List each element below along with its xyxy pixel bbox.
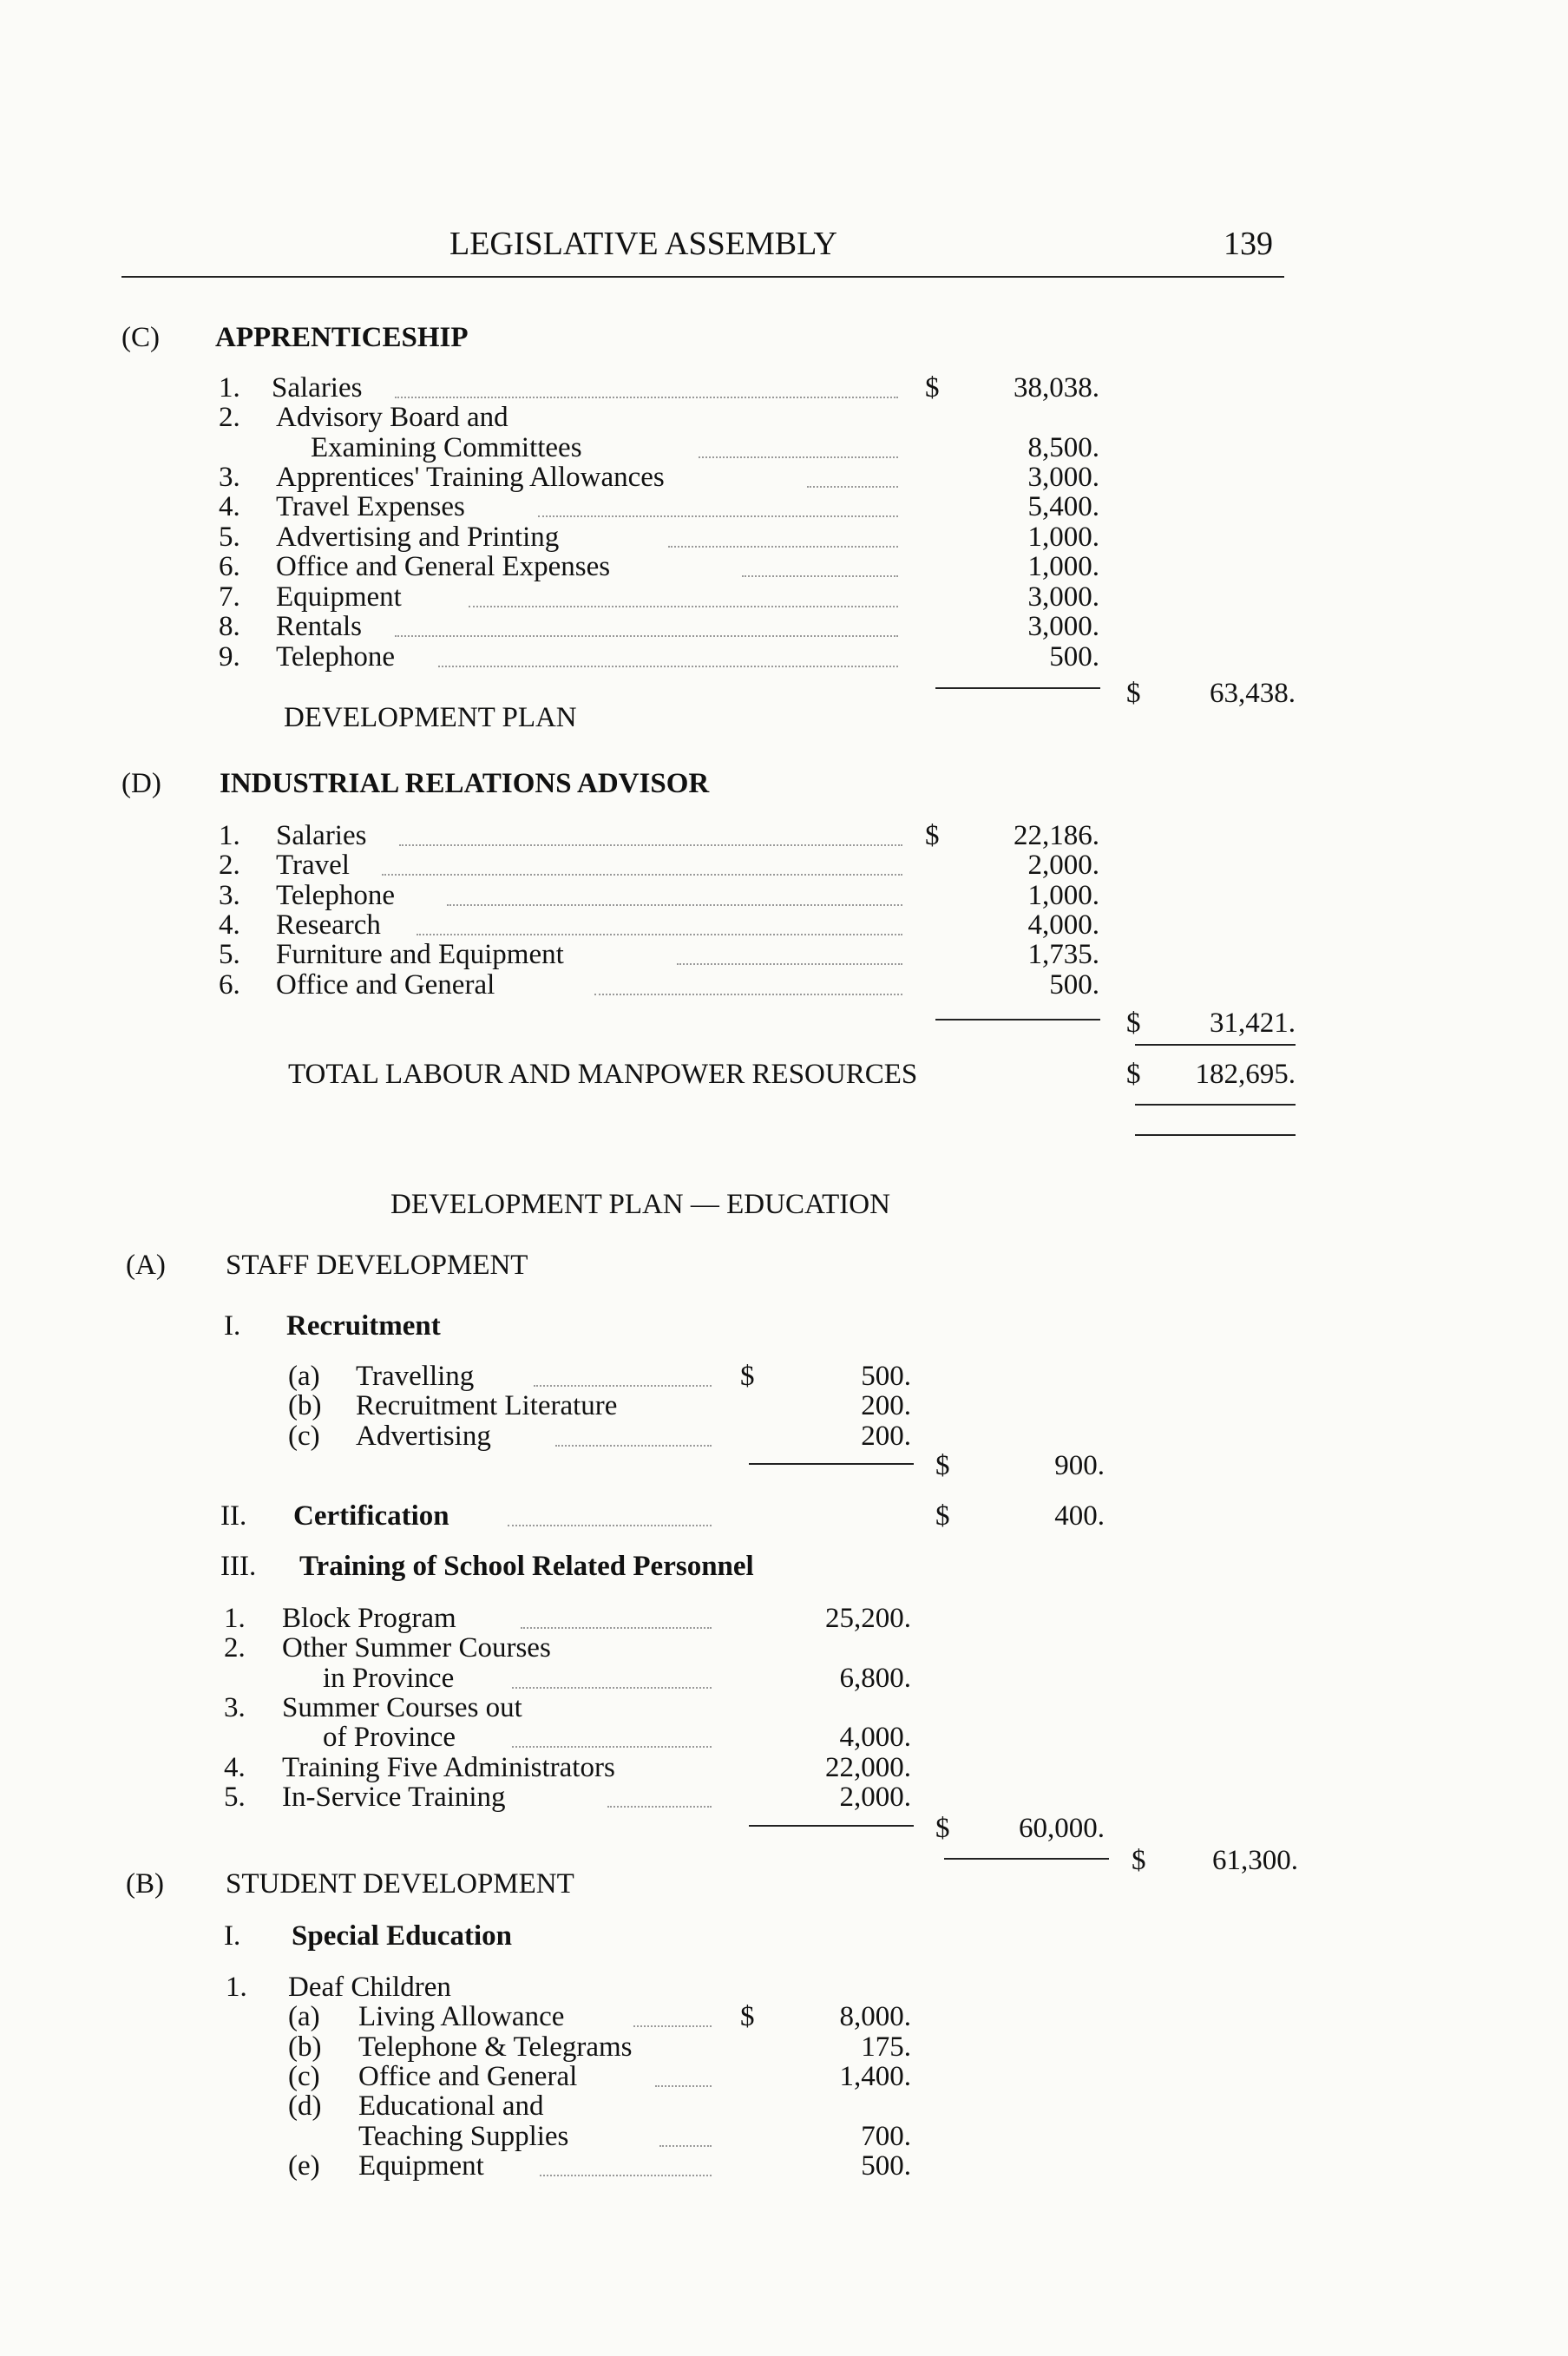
item-amount: 1,000.	[1027, 880, 1099, 911]
item-number: 4.	[224, 1752, 246, 1783]
section-title: APPRENTICESHIP	[215, 322, 469, 353]
subsection-amount: 400.	[1054, 1500, 1105, 1532]
item-label: Office and General Expenses	[276, 551, 611, 582]
item-letter: (e)	[288, 2150, 320, 2182]
section-title: INDUSTRIAL RELATIONS ADVISOR	[220, 768, 710, 799]
item-amount: 22,186.	[1014, 820, 1099, 851]
item-letter: (b)	[288, 2031, 322, 2063]
item-label-continued: Examining Committees	[311, 432, 582, 463]
section-title: STAFF DEVELOPMENT	[226, 1250, 528, 1281]
item-amount: 8,500.	[1027, 432, 1099, 463]
roman-numeral: II.	[220, 1500, 247, 1532]
grand-total: 182,695.	[1195, 1059, 1296, 1090]
item-label: Educational and	[358, 2090, 544, 2122]
item-number: 2.	[219, 402, 240, 433]
section-title: STUDENT DEVELOPMENT	[226, 1868, 574, 1900]
item-label: Research	[276, 909, 381, 941]
item-amount: 38,038.	[1014, 372, 1099, 404]
education-title: DEVELOPMENT PLAN — EDUCATION	[390, 1189, 890, 1220]
item-number: 5.	[219, 939, 240, 970]
dollar-sign: $	[1132, 1845, 1146, 1876]
item-number: 2.	[219, 850, 240, 881]
page-header-title: LEGISLATIVE ASSEMBLY	[449, 226, 837, 262]
item-amount: 500.	[861, 1361, 911, 1392]
item-label: Telephone	[276, 641, 395, 673]
item-label: Furniture and Equipment	[276, 939, 564, 970]
item-amount: 4,000.	[839, 1722, 911, 1753]
item-label: Salaries	[276, 820, 367, 851]
item-amount: 500.	[1049, 969, 1099, 1001]
section-total: 63,438.	[1210, 678, 1296, 709]
item-label: Travel	[276, 850, 350, 881]
roman-numeral: I.	[224, 1920, 241, 1952]
roman-numeral: III.	[220, 1551, 257, 1582]
dollar-sign: $	[935, 1813, 950, 1844]
dollar-sign: $	[740, 1361, 755, 1392]
item-amount: 6,800.	[839, 1663, 911, 1694]
item-label: Deaf Children	[288, 1972, 451, 2003]
header-rule	[121, 276, 1284, 278]
item-label: Block Program	[282, 1603, 456, 1634]
item-label-continued: Teaching Supplies	[358, 2121, 569, 2152]
item-number: 4.	[219, 491, 240, 522]
item-number: 1.	[224, 1603, 246, 1634]
item-amount: 2,000.	[1027, 850, 1099, 881]
dollar-sign: $	[925, 372, 940, 404]
item-label: Advertising and Printing	[276, 522, 560, 553]
item-label: Office and General	[276, 969, 495, 1001]
total-rule	[1135, 1044, 1296, 1046]
item-number: 2.	[224, 1632, 246, 1664]
item-amount: 175.	[861, 2031, 911, 2063]
subsection-total: 900.	[1054, 1450, 1105, 1481]
subsection-total: 60,000.	[1019, 1813, 1105, 1844]
section-note: DEVELOPMENT PLAN	[284, 702, 577, 733]
double-rule-bottom	[1135, 1134, 1296, 1136]
item-label: Other Summer Courses	[282, 1632, 551, 1664]
item-number: 6.	[219, 969, 240, 1001]
item-label: Advisory Board and	[276, 402, 508, 433]
item-letter: (a)	[288, 2001, 320, 2032]
item-amount: 200.	[861, 1421, 911, 1452]
item-number: 4.	[219, 909, 240, 941]
item-number: 3.	[224, 1692, 246, 1723]
subsection-title: Certification	[293, 1500, 449, 1532]
dollar-sign: $	[925, 820, 940, 851]
item-amount: 500.	[1049, 641, 1099, 673]
item-amount: 22,000.	[825, 1752, 911, 1783]
section-total: 31,421.	[1210, 1007, 1296, 1039]
double-rule-top	[1135, 1104, 1296, 1106]
item-letter: (a)	[288, 1361, 320, 1392]
item-number: 7.	[219, 581, 240, 613]
item-number: 1.	[226, 1972, 247, 2003]
item-letter: (d)	[288, 2090, 322, 2122]
item-amount: 3,000.	[1027, 581, 1099, 613]
item-number: 1.	[219, 372, 240, 404]
item-number: 1.	[219, 820, 240, 851]
item-amount: 8,000.	[839, 2001, 911, 2032]
item-amount: 25,200.	[825, 1603, 911, 1634]
item-label: Travel Expenses	[276, 491, 465, 522]
subtotal-rule	[749, 1463, 914, 1465]
item-amount: 4,000.	[1027, 909, 1099, 941]
item-label: Equipment	[358, 2150, 484, 2182]
item-letter: (b)	[288, 1390, 322, 1421]
item-number: 3.	[219, 462, 240, 493]
item-number: 5.	[219, 522, 240, 553]
item-label: Office and General	[358, 2061, 578, 2092]
subsection-title: Training of School Related Personnel	[299, 1551, 754, 1582]
item-amount: 1,400.	[839, 2061, 911, 2092]
item-amount: 3,000.	[1027, 462, 1099, 493]
item-letter: (c)	[288, 2061, 320, 2092]
item-number: 5.	[224, 1782, 246, 1813]
dollar-sign: $	[1126, 1059, 1141, 1090]
subtotal-rule	[749, 1825, 914, 1827]
section-letter: (B)	[126, 1868, 164, 1900]
section-letter: (D)	[121, 768, 161, 799]
dollar-sign: $	[935, 1500, 950, 1532]
item-amount: 500.	[861, 2150, 911, 2182]
section-total: 61,300.	[1212, 1845, 1298, 1876]
subtotal-rule	[935, 1019, 1100, 1020]
item-label: Rentals	[276, 611, 362, 642]
item-amount: 1,735.	[1027, 939, 1099, 970]
page-number: 139	[1224, 226, 1273, 262]
item-number: 6.	[219, 551, 240, 582]
item-label-continued: of Province	[323, 1722, 456, 1753]
item-letter: (c)	[288, 1421, 320, 1452]
item-label: Advertising	[356, 1421, 491, 1452]
item-number: 3.	[219, 880, 240, 911]
item-amount: 1,000.	[1027, 522, 1099, 553]
item-label: Living Allowance	[358, 2001, 565, 2032]
item-label: In-Service Training	[282, 1782, 506, 1813]
subsection-title: Recruitment	[286, 1310, 441, 1342]
item-amount: 700.	[861, 2121, 911, 2152]
item-label: Telephone	[276, 880, 395, 911]
item-label: Apprentices' Training Allowances	[276, 462, 665, 493]
dollar-sign: $	[935, 1450, 950, 1481]
section-letter: (C)	[121, 322, 160, 353]
grand-total-label: TOTAL LABOUR AND MANPOWER RESOURCES	[288, 1059, 918, 1090]
section-rule	[944, 1858, 1109, 1860]
subsection-title: Special Education	[292, 1920, 512, 1952]
item-label: Salaries	[272, 372, 363, 404]
item-amount: 1,000.	[1027, 551, 1099, 582]
item-label: Travelling	[356, 1361, 475, 1392]
item-label-continued: in Province	[323, 1663, 455, 1694]
item-label: Summer Courses out	[282, 1692, 522, 1723]
dollar-sign: $	[1126, 678, 1141, 709]
item-number: 8.	[219, 611, 240, 642]
item-amount: 3,000.	[1027, 611, 1099, 642]
item-amount: 200.	[861, 1390, 911, 1421]
item-label: Equipment	[276, 581, 402, 613]
item-amount: 5,400.	[1027, 491, 1099, 522]
item-label: Recruitment Literature	[356, 1390, 618, 1421]
section-letter: (A)	[126, 1250, 166, 1281]
item-label: Telephone & Telegrams	[358, 2031, 633, 2063]
dollar-sign: $	[1126, 1007, 1141, 1039]
item-number: 9.	[219, 641, 240, 673]
roman-numeral: I.	[224, 1310, 241, 1342]
item-amount: 2,000.	[839, 1782, 911, 1813]
dollar-sign: $	[740, 2001, 755, 2032]
item-label: Training Five Administrators	[282, 1752, 615, 1783]
subtotal-rule	[935, 687, 1100, 689]
